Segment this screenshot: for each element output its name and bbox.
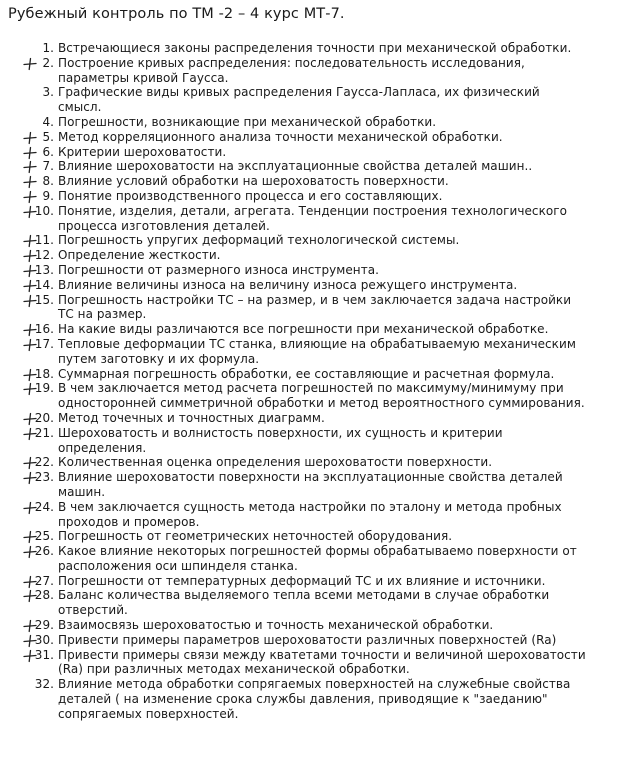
question-text: На какие виды различаются все погрешности при механической обработке. — [58, 322, 549, 337]
question-number-label: 18. — [34, 366, 54, 381]
question-text: Шероховатость и волнистость поверхности, их сущность и критерии определения. — [58, 425, 503, 455]
handwritten-plus-mark-icon — [22, 175, 38, 189]
question-number-label: 9. — [42, 188, 54, 203]
handwritten-plus-mark-icon — [22, 146, 38, 160]
handwritten-plus-mark-icon — [22, 279, 38, 293]
question-item — [0, 293, 623, 323]
handwritten-plus-mark-icon — [22, 589, 38, 603]
question-item — [0, 159, 623, 174]
question-item — [0, 500, 623, 530]
question-number-label: 3. — [42, 85, 54, 100]
question-number-label: 12. — [34, 248, 54, 263]
handwritten-plus-mark-icon — [22, 323, 38, 337]
question-item — [0, 588, 623, 618]
question-text: Количественная оценка определения шероховатости поверхности. — [58, 455, 493, 470]
question-number-label: 20. — [34, 410, 54, 425]
handwritten-plus-mark-icon — [22, 649, 38, 663]
question-number — [0, 85, 58, 100]
question-text: Встречающиеся законы распределения точности при механической обработки. — [58, 41, 572, 55]
question-number-label: 32. — [34, 677, 54, 692]
question-text: Погрешность настройки ТС – на размер, и в чем заключается задача настройки ТС на размер. — [58, 292, 572, 322]
question-number-label: 5. — [42, 129, 54, 144]
question-number-label: 1. — [42, 41, 54, 55]
question-number-label: 17. — [34, 336, 54, 351]
question-number-label: 6. — [42, 144, 54, 159]
question-item — [0, 85, 623, 115]
question-number — [0, 618, 58, 633]
question-text: Графические виды кривых распределения Гаусса-Лапласа, их физический смысл. — [58, 85, 540, 115]
question-number-label: 27. — [34, 573, 54, 588]
question-number — [0, 130, 58, 145]
question-number — [0, 529, 58, 544]
question-item — [0, 426, 623, 456]
question-item — [0, 233, 623, 248]
question-number-label: 13. — [34, 262, 54, 277]
question-item — [0, 130, 623, 145]
question-text: Взаимосвязь шероховатостью и точность механической обработки. — [58, 618, 494, 633]
handwritten-plus-mark-icon — [22, 160, 38, 174]
question-number — [0, 677, 58, 692]
question-item — [0, 367, 623, 382]
question-number-label: 8. — [42, 174, 54, 189]
question-number — [0, 174, 58, 189]
question-text: Погрешности от размерного износа инструмента. — [58, 262, 380, 277]
question-number — [0, 426, 58, 441]
handwritten-plus-mark-icon — [22, 471, 38, 485]
question-text: Погрешности, возникающие при механической обработки. — [58, 114, 437, 129]
question-number-label: 23. — [34, 470, 54, 485]
question-text: Понятие, изделия, детали, агрегата. Тенденции построения технологического процесса изготовления деталей. — [58, 203, 568, 233]
question-item — [0, 41, 623, 56]
question-number — [0, 544, 58, 559]
question-number — [0, 322, 58, 337]
question-number — [0, 189, 58, 204]
question-text: Определение жесткости. — [58, 248, 221, 263]
handwritten-plus-mark-icon — [22, 575, 38, 589]
question-item — [0, 544, 623, 574]
question-number-label: 26. — [34, 544, 54, 559]
question-number — [0, 633, 58, 648]
question-item — [0, 411, 623, 426]
question-text: Понятие производственного процесса и его составляющих. — [58, 188, 443, 203]
question-item — [0, 574, 623, 589]
handwritten-plus-mark-icon — [22, 234, 38, 248]
question-text: В чем заключается метод расчета погрешностей по максимуму/минимуму при односторонней симметричной обработки и метод вероятностного суммирования. — [58, 381, 585, 411]
question-number — [0, 574, 58, 589]
question-number-label: 29. — [34, 618, 54, 633]
question-number — [0, 159, 58, 174]
question-number-label: 2. — [42, 55, 54, 70]
question-item — [0, 633, 623, 648]
question-number — [0, 500, 58, 515]
question-number-label: 7. — [42, 159, 54, 174]
question-item — [0, 381, 623, 411]
question-number-label: 31. — [34, 647, 54, 662]
question-text: Критерии шероховатости. — [58, 144, 227, 159]
question-number — [0, 648, 58, 663]
handwritten-plus-mark-icon — [22, 619, 38, 633]
question-number-label: 10. — [34, 203, 54, 218]
question-number — [0, 56, 58, 71]
question-number-label: 25. — [34, 529, 54, 544]
question-item — [0, 322, 623, 337]
question-number — [0, 470, 58, 485]
question-item — [0, 278, 623, 293]
question-number — [0, 455, 58, 470]
question-number-label: 4. — [42, 114, 54, 129]
handwritten-plus-mark-icon — [22, 501, 38, 515]
question-text: Влияние метода обработки сопрягаемых поверхностей на служебные свойства деталей ( на изменение срока службы давления, приводящие к "заеданию" сопрягаемых поверхностей. — [58, 677, 571, 721]
question-number-label: 24. — [34, 499, 54, 514]
question-number — [0, 381, 58, 396]
question-text: Влияние величины износа на величину износа режущего инструмента. — [58, 277, 518, 292]
handwritten-plus-mark-icon — [22, 412, 38, 426]
handwritten-plus-mark-icon — [22, 368, 38, 382]
question-text: Погрешность от геометрических неточностей оборудования. — [58, 529, 453, 544]
question-number-label: 22. — [34, 455, 54, 470]
question-number-label: 30. — [34, 632, 54, 647]
question-text: Суммарная погрешность обработки, ее составляющие и расчетная формула. — [58, 366, 555, 381]
question-item — [0, 145, 623, 160]
question-text: Привести примеры связи между кватетами точности и величиной шероховатости (Ra) при различных методах механической обработки. — [58, 647, 586, 677]
handwritten-plus-mark-icon — [22, 294, 38, 308]
question-item — [0, 174, 623, 189]
question-text: Метод точечных и точностных диаграмм. — [58, 410, 325, 425]
question-number-label: 11. — [34, 233, 54, 248]
question-item — [0, 56, 623, 86]
question-item — [0, 115, 623, 130]
question-number — [0, 278, 58, 293]
question-number — [0, 41, 58, 56]
handwritten-plus-mark-icon — [22, 382, 38, 396]
question-item — [0, 529, 623, 544]
handwritten-plus-mark-icon — [22, 57, 38, 71]
question-number — [0, 263, 58, 278]
handwritten-plus-mark-icon — [22, 634, 38, 648]
question-text: Тепловые деформации ТС станка, влияющие на обрабатываемую механическим путем заготовку и их формула. — [58, 336, 576, 366]
question-number — [0, 248, 58, 263]
question-number — [0, 293, 58, 308]
question-item — [0, 618, 623, 633]
handwritten-plus-mark-icon — [22, 456, 38, 470]
question-number — [0, 337, 58, 352]
question-number — [0, 411, 58, 426]
handwritten-plus-mark-icon — [22, 205, 38, 219]
question-number — [0, 233, 58, 248]
question-item — [0, 677, 623, 721]
question-number-label: 16. — [34, 322, 54, 337]
question-number-label: 19. — [34, 381, 54, 396]
question-item — [0, 248, 623, 263]
handwritten-plus-mark-icon — [22, 530, 38, 544]
question-list — [0, 41, 623, 722]
question-text: Погрешность упругих деформаций технологической системы. — [58, 233, 460, 248]
question-text: Какое влияние некоторых погрешностей формы обрабатываемо поверхности от расположения оси шпинделя станка. — [58, 544, 577, 573]
question-item — [0, 648, 623, 678]
question-number — [0, 115, 58, 130]
question-text: Влияние шероховатости на эксплуатационные свойства деталей машин.. — [58, 159, 533, 174]
document-title: Рубежный контроль по ТМ -2 – 4 курс МТ-7. — [8, 6, 345, 22]
handwritten-plus-mark-icon — [22, 264, 38, 278]
question-text: Метод корреляционного анализа точности механической обработки. — [58, 129, 503, 144]
question-number-label: 15. — [34, 292, 54, 307]
question-item — [0, 455, 623, 470]
handwritten-plus-mark-icon — [22, 338, 38, 352]
question-item — [0, 189, 623, 204]
question-text: В чем заключается сущность метода настройки по эталону и метода пробных проходов и промеров. — [58, 499, 562, 529]
question-number — [0, 367, 58, 382]
question-text: Влияние условий обработки на шероховатость поверхности. — [58, 174, 449, 189]
question-text: Построение кривых распределения: последовательность исследования, параметры кривой Гаусса. — [58, 55, 525, 85]
handwritten-plus-mark-icon — [22, 249, 38, 263]
question-item — [0, 470, 623, 500]
question-text: Баланс количества выделяемого тепла всеми методами в случае обработки отверстий. — [58, 588, 550, 618]
question-number — [0, 204, 58, 219]
handwritten-plus-mark-icon — [22, 131, 38, 145]
handwritten-plus-mark-icon — [22, 427, 38, 441]
question-item — [0, 337, 623, 367]
question-text: Привести примеры параметров шероховатости различных поверхностей (Ra) — [58, 632, 557, 647]
handwritten-plus-mark-icon — [22, 545, 38, 559]
handwritten-plus-mark-icon — [22, 190, 38, 204]
question-text: Влияние шероховатости поверхности на эксплуатационные свойства деталей машин. — [58, 470, 563, 499]
question-number — [0, 145, 58, 160]
question-item — [0, 204, 623, 234]
question-number-label: 21. — [34, 425, 54, 440]
question-text: Погрешности от температурных деформаций ТС и их влияние и источники. — [58, 573, 546, 588]
question-number-label: 28. — [34, 588, 54, 603]
question-number — [0, 588, 58, 603]
question-number-label: 14. — [34, 277, 54, 292]
question-item — [0, 263, 623, 278]
